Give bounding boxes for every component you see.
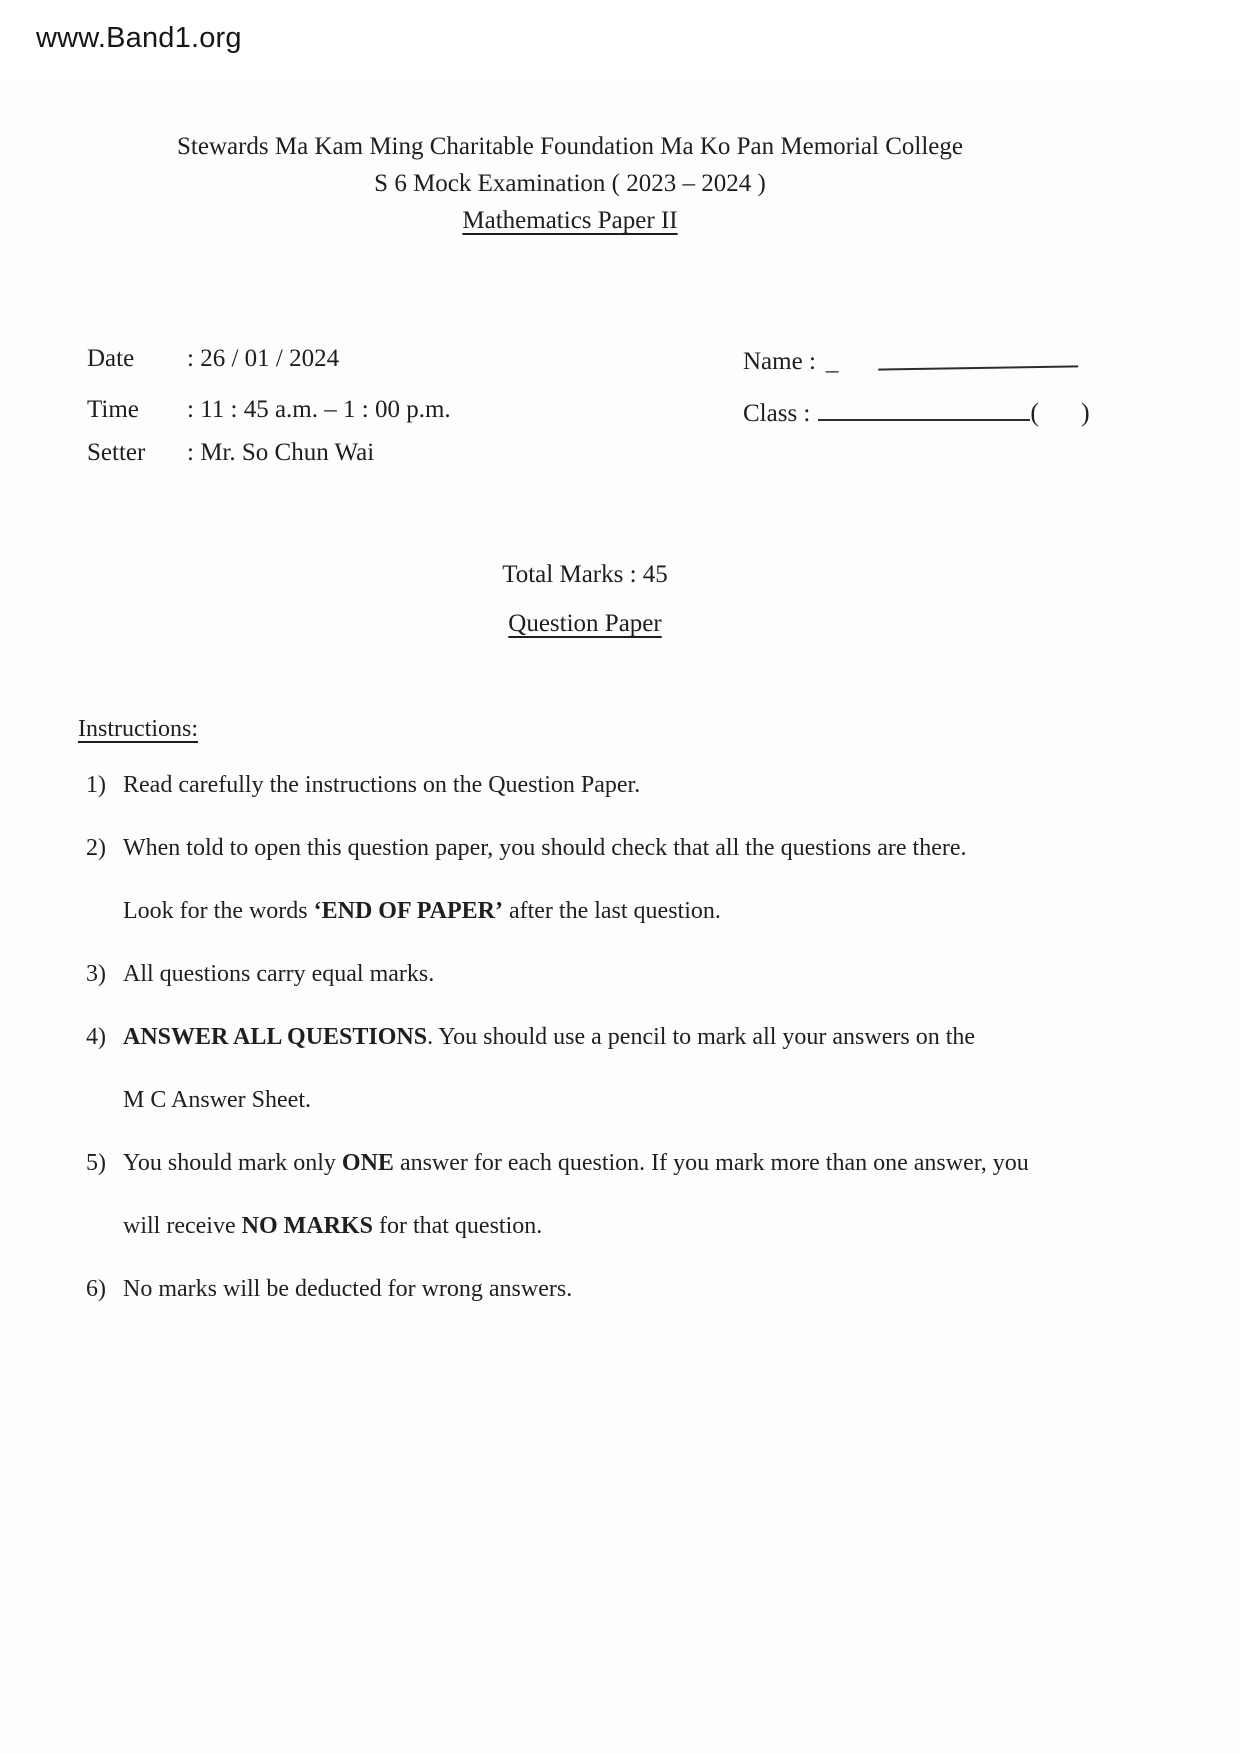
instructions-list [78,754,1185,1321]
instructions-heading-text: Instructions: [78,716,198,742]
time-value: : 11 : 45 a.m. – 1 : 00 p.m. [187,396,451,423]
name-row [743,343,1078,376]
instruction-text [123,1132,1185,1258]
instruction-number: 5) [86,1150,106,1176]
instruction-segment: Look for the words [123,898,314,924]
setter-label: Setter [87,439,146,466]
exam-header [0,128,1140,239]
watermark-url: www.Band1.org [36,22,242,54]
instruction-segment: after the last question. [502,898,721,924]
instruction-item [78,817,1185,943]
exam-session: S 6 Mock Examination ( 2023 – 2024 ) [374,170,766,197]
name-label: Name : [743,348,816,375]
setter-value: : Mr. So Chun Wai [187,439,375,466]
watermark-band [0,0,1240,78]
time-row [87,396,451,424]
class-paren-open: ( [1030,398,1040,427]
instruction-segment: for that question. [372,1213,543,1239]
instruction-number: 6) [86,1276,106,1302]
instruction-item [78,754,1185,817]
date-row [87,345,339,373]
instruction-line [123,1195,1185,1258]
instruction-line [123,1132,1185,1195]
instruction-number: 1) [86,772,106,798]
instruction-bold-segment: ONE [341,1150,394,1176]
instruction-segment: You should mark only [123,1150,342,1176]
instruction-text [123,754,1185,817]
instruction-bold-segment: ‘END OF PAPER’ [313,898,503,924]
paper-title [0,202,1140,239]
instruction-segment: No marks will be deducted for wrong answers. [123,1276,573,1302]
paper-type-text: Question Paper [508,610,662,637]
instruction-item [78,1132,1185,1258]
instruction-segment: When told to open this question paper, you should check that all the questions are there. [123,835,967,861]
time-label: Time [87,396,139,423]
class-label: Class : [743,400,811,427]
paper-title-text: Mathematics Paper II [462,207,678,234]
instruction-line [123,754,1185,817]
instruction-text [123,943,1185,1006]
instruction-line [123,880,1185,943]
total-marks: Total Marks : 45 [502,561,668,588]
instruction-number: 4) [86,1024,106,1050]
instruction-line [123,1006,1185,1069]
instruction-line [123,1258,1185,1321]
instruction-number: 2) [86,835,106,861]
instructions-section [78,712,1185,1321]
school-name: Stewards Ma Kam Ming Charitable Foundation Ma Ko Pan Memorial College [177,133,963,160]
instruction-text [123,817,1185,943]
instruction-segment: All questions carry equal marks. [123,961,435,987]
class-blank-line [818,395,1030,421]
instruction-bold-segment: NO MARKS [241,1213,373,1239]
instruction-item [78,943,1185,1006]
date-value: : 26 / 01 / 2024 [187,345,340,372]
paper-type [0,610,1170,638]
instruction-line [123,817,1185,880]
class-paren-close: ) [1081,398,1090,427]
name-blank-mark: _ [825,348,839,375]
marks-block [0,561,1170,638]
instruction-item [78,1006,1185,1132]
instruction-segment: M C Answer Sheet. [123,1087,311,1113]
setter-row [87,439,374,467]
name-blank-line [878,341,1078,370]
instruction-number: 3) [86,961,106,987]
instruction-bold-segment: ANSWER ALL QUESTIONS [123,1024,428,1050]
instruction-segment: Read carefully the instructions on the Question Paper. [123,772,641,798]
instruction-segment: will receive [123,1213,242,1239]
instruction-line [123,1069,1185,1132]
instruction-line [123,943,1185,1006]
instruction-segment: answer for each question. If you mark more than one answer, you [393,1150,1029,1176]
class-row [743,395,1090,428]
date-label: Date [87,345,135,372]
instruction-segment: . You should use a pencil to mark all your answers on the [427,1024,976,1050]
instructions-heading [78,712,1185,746]
instruction-item [78,1258,1185,1321]
instruction-text [123,1006,1185,1132]
instruction-text [123,1258,1185,1321]
